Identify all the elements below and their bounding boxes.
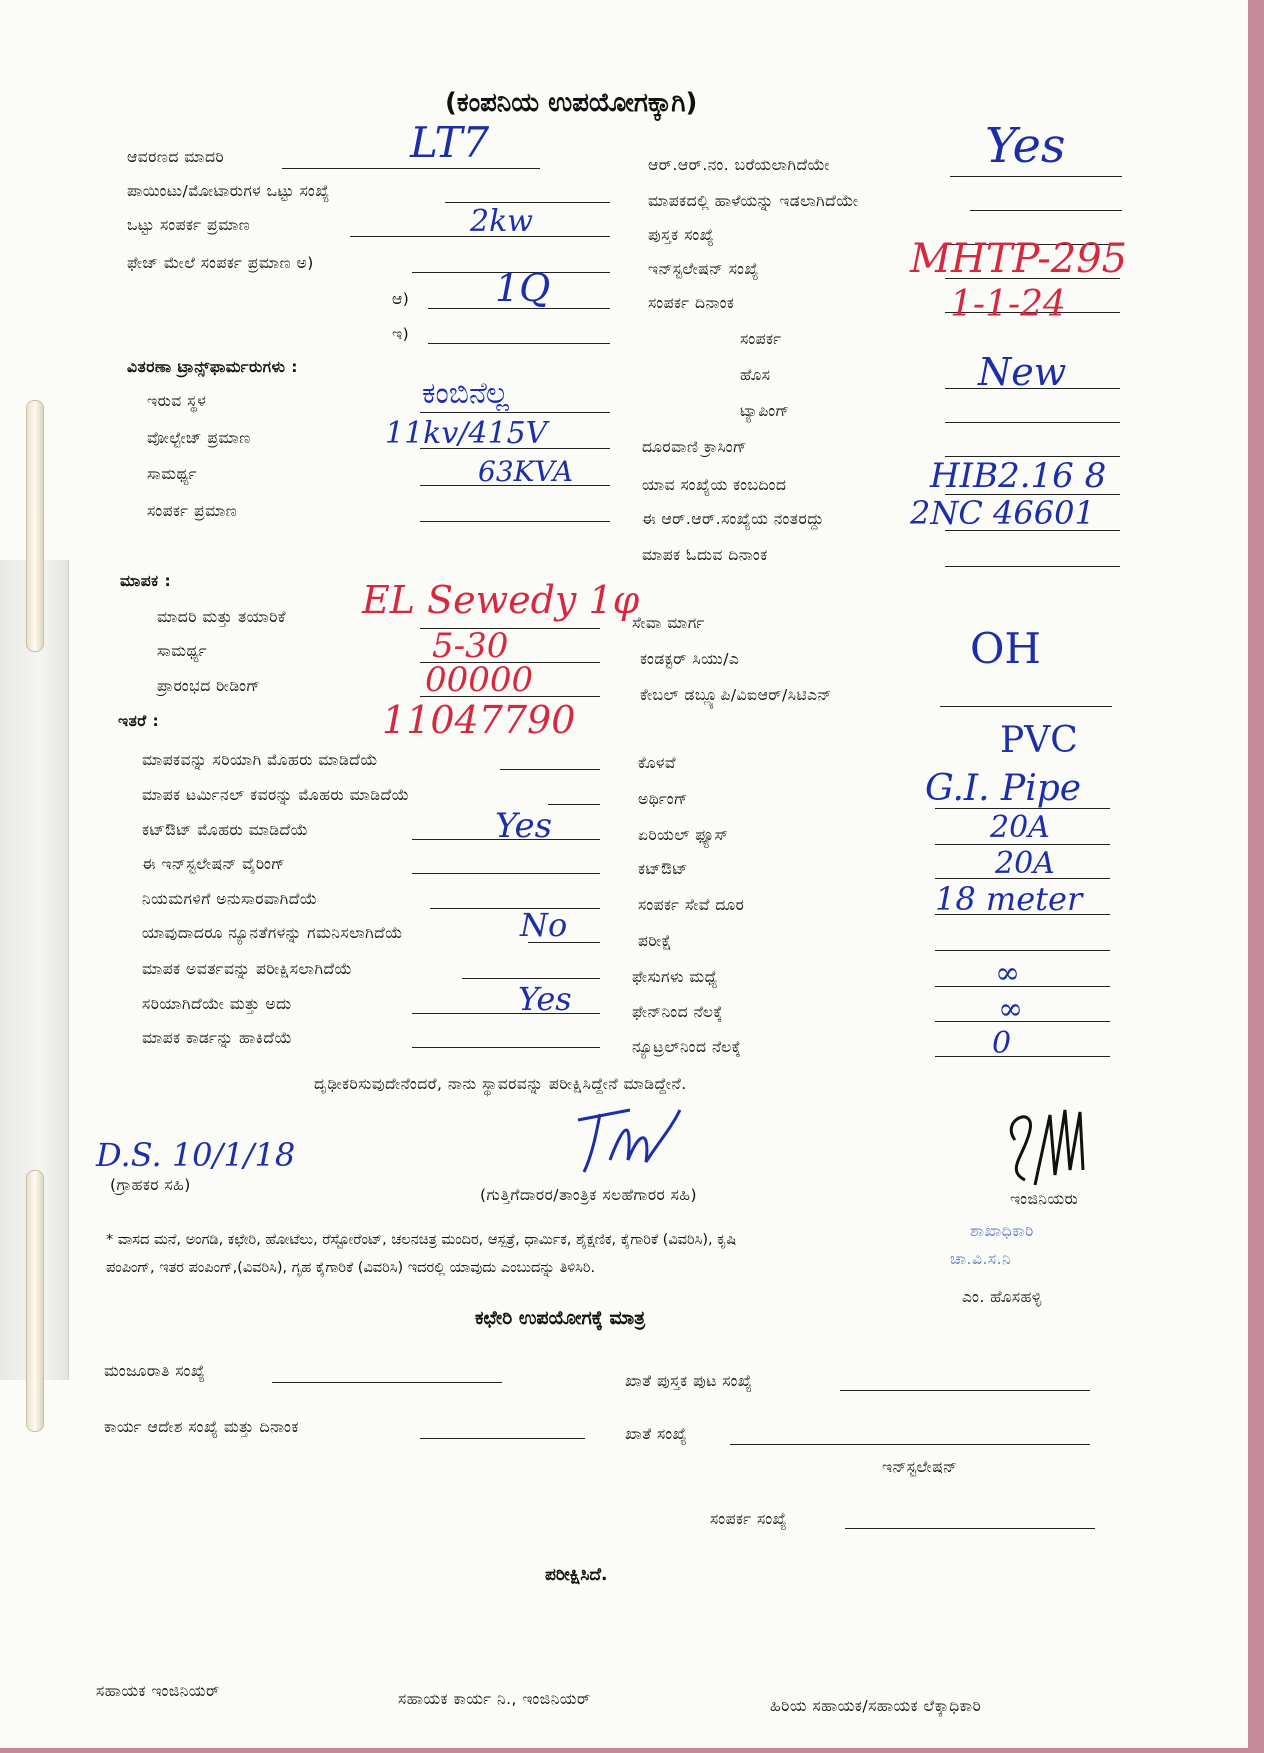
contractor-signature [570, 1100, 690, 1180]
conductor-label: ಕಂಡಕ್ಟರ್ ಸಿಯು/ಎ [640, 650, 740, 668]
checked-label: ಪರೀಕ್ಷಿಸಿದೆ. [545, 1565, 608, 1585]
office-heading: ಕಛೇರಿ ಉಪಯೋಗಕ್ಕೆ ಮಾತ್ರ [475, 1307, 646, 1329]
initial-reading-value: 00000 [425, 660, 534, 700]
footer-aee: ಸಹಾಯಕ ಕಾರ್ಯ ನಿ., ಇಂಜಿನಿಯರ್ [398, 1690, 591, 1708]
tapping-label: ಟ್ಯಾಪಿಂಗ್ [740, 402, 790, 420]
phase-load-b-value: 1Q [495, 266, 551, 310]
stamp-line-3: ಎಂ. ಹೊಸಹಳ್ಳಿ [962, 1288, 1042, 1306]
stamp-line-2: ಚಾ.ವಿ.ಸ.ನಿ [950, 1250, 1012, 1268]
service-route-label: ಸೇವಾ ಮಾರ್ಗ [632, 614, 705, 632]
rr-written-label: ಆರ್.ಆರ್.ನಂ. ಬರೆಯಲಾಗಿದೆಯೇ [648, 156, 830, 174]
tapping-line [945, 422, 1120, 423]
phase-phase-line [935, 986, 1110, 987]
earthing-value: G.I. Pipe [925, 768, 1082, 809]
others-heading: ಇತರೆ : [118, 712, 160, 730]
sanction-no-label: ಮಂಜೂರಾತಿ ಸಂಖ್ಯೆ [104, 1362, 206, 1380]
points-motors-line [445, 202, 610, 203]
neutral-earth-value: 0 [992, 1026, 1012, 1061]
cutout-value: 20A [995, 846, 1055, 881]
pole-no-label: ಯಾವ ಸಂಖ್ಯೆಯ ಕಂಬದಿಂದ [642, 476, 787, 494]
phase-load-c-label: ಇ) [392, 325, 410, 343]
meter-number-value: 11047790 [382, 698, 576, 742]
installation-label: ಇನ್‌ಸ್ಟಲೇಷನ್ [882, 1458, 958, 1476]
capacity-label: ಸಾಮರ್ಥ್ಯ [147, 465, 198, 483]
conn-load-line [420, 521, 610, 522]
check-defects-label: ಯಾವುದಾದರೂ ನ್ಯೂನತೆಗಳನ್ನು ಗಮನಿಸಲಾಗಿದೆಯೆ [142, 924, 404, 942]
service-distance-value: 18 meter [935, 880, 1083, 918]
check-cutout-value: Yes [495, 806, 553, 846]
work-order-line [420, 1438, 585, 1439]
stamp-line-1: ಶಾಖಾಧಿಕಾರಿ [970, 1222, 1034, 1240]
phase-load-c-line [428, 343, 610, 344]
sanction-no-line [272, 1382, 502, 1383]
cable-line [940, 706, 1112, 707]
check-wiring-line [412, 873, 600, 874]
pipe-label: ಕೊಳವೆ [638, 754, 676, 772]
installation-no-label: ಇನ್‌ಸ್ಟಲೇಷನ್ ಸಂಖ್ಯೆ [648, 260, 759, 278]
book-no-label: ಪುಸ್ತಕ ಸಂಖ್ಯೆ [648, 226, 715, 244]
voltage-value: 11kv/415V [385, 416, 548, 451]
check-sealed-line [500, 769, 600, 770]
footer-accounts: ಹಿರಿಯ ಸಹಾಯಕ/ಸಹಾಯಕ ಲೆಕ್ಕಾಧಿಕಾರಿ [770, 1697, 982, 1715]
check-defects-value: No [520, 906, 568, 944]
new-label: ಹೊಸ [740, 366, 771, 384]
check-cutout-label: ಕಟ್‌ಔಟ್ ಮೊಹರು ಮಾಡಿದೆಯೆ [142, 821, 309, 839]
installation-type-label: ಆವರಣದ ಮಾದರಿ [127, 148, 225, 166]
form-title: (ಕಂಪನಿಯ ಉಪಯೋಗಕ್ಕಾಗಿ) [445, 88, 698, 118]
engineer-signature [995, 1100, 1115, 1195]
meter-capacity-value: 5-30 [432, 626, 509, 666]
account-no-label: ಖಾತೆ ಸಂಖ್ಯೆ [625, 1425, 688, 1443]
binder-pin-bottom [26, 1170, 44, 1432]
check-rotation-line [462, 978, 600, 979]
location-line [420, 412, 610, 413]
installation-no-value: MHTP-295 [910, 236, 1128, 282]
check-card-label: ಮಾಪಕ ಕಾರ್ಡನ್ನು ಹಾಕಿದೆಯೆ [142, 1029, 293, 1047]
phase-earth-value: ∞ [998, 992, 1023, 1027]
note-line-2: ಪಂಪಿಂಗ್, ಇತರ ಪಂಪಿಂಗ್,(ವಿವರಿಸಿ), ಗೃಹ ಕೈಗಾರಿಕೆ (ವಿವರಿಸಿ) ಇದರಲ್ಲಿ ಯಾವುದು ಎಂಬುದನ್ನು ತಿಳಿಸಿರಿ. [106, 1260, 596, 1276]
connection-no-line [845, 1528, 1095, 1529]
cutout-label: ಕಟ್‌ಔಟ್ [638, 860, 688, 878]
old-meter-line [970, 210, 1122, 211]
aerial-fuse-label: ಏರಿಯಲ್ ಫ್ಯೂಸ್ [638, 826, 729, 844]
check-card-line [412, 1047, 600, 1048]
connection-label: ಸಂಪರ್ಕ [740, 330, 782, 348]
check-correct-label: ಸರಿಯಾಗಿದೆಯೇ ಮತ್ತು ಅದು [142, 995, 292, 1013]
conn-date-label: ಸಂಪರ್ಕ ದಿನಾಂಕ [648, 294, 735, 312]
new-value: New [978, 350, 1067, 394]
neutral-earth-label: ನ್ಯೂಟ್ರಲ್‌ನಿಂದ ನೆಲಕ್ಕೆ [632, 1038, 742, 1056]
earthing-label: ಅರ್ಥಿಂಗ್ [638, 790, 689, 808]
check-terminal-line [548, 804, 600, 805]
phase-phase-label: ಫೇಸುಗಳು ಮಧ್ಯೆ [632, 968, 718, 986]
rr-written-line [950, 176, 1122, 177]
meter-make-value: EL Sewedy 1φ [362, 578, 640, 622]
binder-pin-top [26, 400, 44, 652]
declaration-text: ದೃಢೀಕರಿಸುವುದೇನೆಂದರೆ, ನಾನು ಸ್ಥಾವರವನ್ನು ಪರೀಕ್ಷಿಸಿದ್ದೇನೆ ಮಾಡಿದ್ದೇನೆ. [314, 1075, 687, 1093]
meter-make-label: ಮಾದರಿ ಮತ್ತು ತಯಾರಿಕೆ [157, 608, 287, 626]
total-load-value: 2kw [470, 204, 533, 239]
rr-written-value: Yes [985, 118, 1066, 174]
note-line-1: * ವಾಸದ ಮನೆ, ಅಂಗಡಿ, ಕಛೇರಿ, ಹೋಟೆಲು, ರೆಸ್ಟೋರೆಂಟ್, ಚಲನಚಿತ್ರ ಮಂದಿರ, ಆಸ್ಪತ್ರೆ, ಧಾರ್ಮಿಕ, ಶೈಕ್ಷಣಿಕ, ಕೈಗಾರಿಕೆ (ವಿವರಿಸಿ), ಕೃಷಿ [106, 1232, 737, 1248]
conductor-value: OH [970, 624, 1042, 673]
connection-no-label: ಸಂಪರ್ಕ ಸಂಖ್ಯೆ [710, 1510, 788, 1528]
aerial-fuse-value: 20A [990, 810, 1050, 845]
conn-load-label: ಸಂಪರ್ಕ ಪ್ರಮಾಣ [147, 502, 238, 520]
footer-ae: ಸಹಾಯಕ ಇಂಜಿನಿಯರ್ [96, 1682, 220, 1700]
capacity-value: 63KVA [478, 455, 574, 488]
check-rotation-label: ಮಾಪಕ ಅವರ್ತವನ್ನು ಪರೀಕ್ಷಿಸಲಾಗಿದೆಯೆ [142, 960, 353, 978]
installation-type-value: LT7 [410, 118, 490, 167]
test-label: ಪರೀಕ್ಷೆ [638, 932, 673, 950]
next-rr-value: 2NC 46601 [910, 494, 1095, 532]
test-line [935, 950, 1110, 951]
reading-date-line [945, 566, 1120, 567]
ledger-page-line [840, 1390, 1090, 1391]
neutral-earth-line [935, 1056, 1110, 1057]
customer-signature: D.S. 10/1/18 [96, 1136, 296, 1174]
total-load-label: ಒಟ್ಟು ಸಂಪರ್ಕ ಪ್ರಮಾಣ [127, 216, 251, 234]
pole-no-value: HIB2.16 8 [930, 456, 1107, 496]
voltage-label: ವೋಲ್ಟೇಜ್ ಪ್ರಮಾಣ [147, 429, 251, 447]
engineer-sign-label: ಇಂಜಿನಿಯರು [1010, 1190, 1079, 1208]
installation-type-line [282, 168, 540, 169]
work-order-label: ಕಾರ್ಯ ಆದೇಶ ಸಂಖ್ಯೆ ಮತ್ತು ದಿನಾಂಕ [104, 1418, 299, 1436]
check-correct-value: Yes [518, 980, 572, 1018]
account-no-line [730, 1444, 1090, 1445]
customer-sign-label: (ಗ್ರಾಹಕರ ಸಹಿ) [110, 1176, 191, 1194]
phase-earth-label: ಫೇನ್‌ನಿಂದ ನೆಲಕ್ಕೆ [632, 1003, 723, 1021]
phase-phase-value: ∞ [995, 956, 1020, 991]
points-motors-label: ಪಾಯಿಂಟು/ಮೋಟಾರುಗಳ ಒಟ್ಟು ಸಂಖ್ಯೆ [127, 182, 330, 200]
phase-load-b-label: ಆ) [392, 290, 410, 308]
check-terminal-label: ಮಾಪಕ ಟರ್ಮಿನಲ್ ಕವರನ್ನು ಮೊಹರು ಮಾಡಿದೆಯೆ [142, 786, 410, 804]
location-label: ಇರುವ ಸ್ಥಳ [147, 392, 207, 410]
contractor-sign-label: (ಗುತ್ತಿಗೆದಾರರ/ತಾಂತ್ರಿಕ ಸಲಹೆಗಾರರ ಸಹಿ) [480, 1186, 698, 1204]
next-rr-label: ಈ ಆರ್.ಆರ್.ಸಂಖ್ಯೆಯ ನಂತರದ್ದು [642, 510, 825, 528]
check-correct-line [412, 1013, 600, 1014]
pipe-value: PVC [1000, 720, 1078, 761]
check-rules-label: ನಿಯಮಗಳಿಗೆ ಅನುಸಾರವಾಗಿದೆಯೆ [142, 890, 318, 908]
phase-load-label: ಫೇಜ್ ಮೇಲೆ ಸಂಪರ್ಕ ಪ್ರಮಾಣ ಅ) [127, 254, 314, 272]
service-distance-label: ಸಂಪರ್ಕ ಸೇವೆ ದೂರ [638, 896, 745, 914]
old-meter-label: ಮಾಪಕದಲ್ಲಿ ಹಾಳೆಯನ್ನು ಇಡಲಾಗಿದೆಯೇ [648, 192, 859, 210]
location-value: ಕಂಬಿನೆಲ್ಲ [422, 376, 509, 411]
phone-crossing-label: ದೂರವಾಣಿ ಕ್ರಾಸಿಂಗ್ [642, 438, 748, 456]
initial-reading-label: ಪ್ರಾರಂಭದ ರೀಡಿಂಗ್ [157, 677, 261, 695]
transformer-heading: ವಿತರಣಾ ಟ್ರಾನ್ಸ್‌ಫಾರ್ಮರುಗಳು : [127, 358, 299, 376]
check-rules-line [430, 908, 600, 909]
check-sealed-label: ಮಾಪಕವನ್ನು ಸರಿಯಾಗಿ ಮೊಹರು ಮಾಡಿದೆಯೆ [142, 751, 379, 769]
ledger-page-label: ಖಾತೆ ಪುಸ್ತಕ ಪುಟ ಸಂಖ್ಯೆ [625, 1372, 753, 1390]
cable-label: ಕೇಬಲ್ ಡಬ್ಲ್ಯೂಪಿ/ವಿಐಆರ್/ಸಿಟಿಎನ್ [640, 686, 832, 704]
meter-capacity-label: ಸಾಮರ್ಥ್ಯ [157, 642, 208, 660]
meter-heading: ಮಾಪಕ : [120, 572, 172, 590]
check-wiring-label: ಈ ಇನ್‌ಸ್ಟಲೇಷನ್ ವೈರಿಂಗ್ [142, 855, 286, 873]
reading-date-label: ಮಾಪಕ ಓದುವ ದಿನಾಂಕ [642, 546, 768, 564]
conn-date-value: 1-1-24 [950, 284, 1066, 325]
